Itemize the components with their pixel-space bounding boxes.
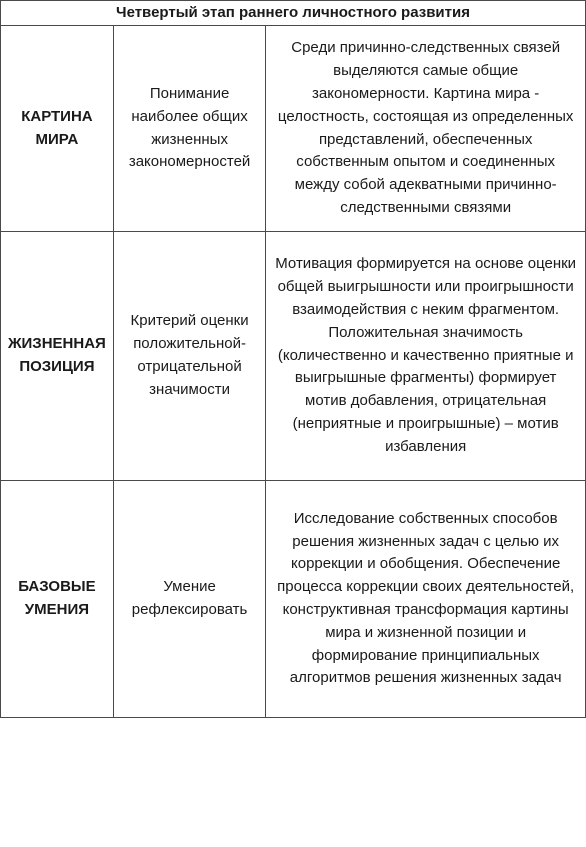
row-description: Мотивация формируется на основе оценки общей выигрышности или проигрышности взаимодействия с неким фрагментом. Положительная значимость (количественно и качественно приятные и выигрышные фрагменты) формирует мотив добавления, отрицательная (неприятные и проигрышные) – мотив избавления xyxy=(266,232,586,481)
row-criterion: Критерий оценки положительной-отрицательной значимости xyxy=(113,232,266,481)
row-description: Исследование собственных способов решения жизненных задач с целью их коррекции и обобщения. Обеспечение процесса коррекции своих деятельностей, конструктивная трансформация картины мира и жизненной позиции и формирование принципиальных алгоритмов решения жизненных задач xyxy=(266,481,586,718)
table-row xyxy=(1,481,586,718)
row-criterion: Умение рефлексировать xyxy=(113,481,266,718)
row-name: ЖИЗНЕННАЯ ПОЗИЦИЯ xyxy=(1,232,114,481)
row-description: Среди причинно-следственных связей выделяются самые общие закономерности. Картина мира - целостность, состоящая из определенных представлений, обеспеченных собственным опытом и соединенных между собой адекватными причинно-следственными связями xyxy=(266,26,586,232)
table-row xyxy=(1,232,586,481)
table-title: Четвертый этап раннего личностного развития xyxy=(1,1,586,26)
table-row xyxy=(1,26,586,232)
table-header-row xyxy=(1,1,586,26)
row-name: БАЗОВЫЕ УМЕНИЯ xyxy=(1,481,114,718)
row-criterion: Понимание наиболее общих жизненных закономерностей xyxy=(113,26,266,232)
row-name: КАРТИНА МИРА xyxy=(1,26,114,232)
